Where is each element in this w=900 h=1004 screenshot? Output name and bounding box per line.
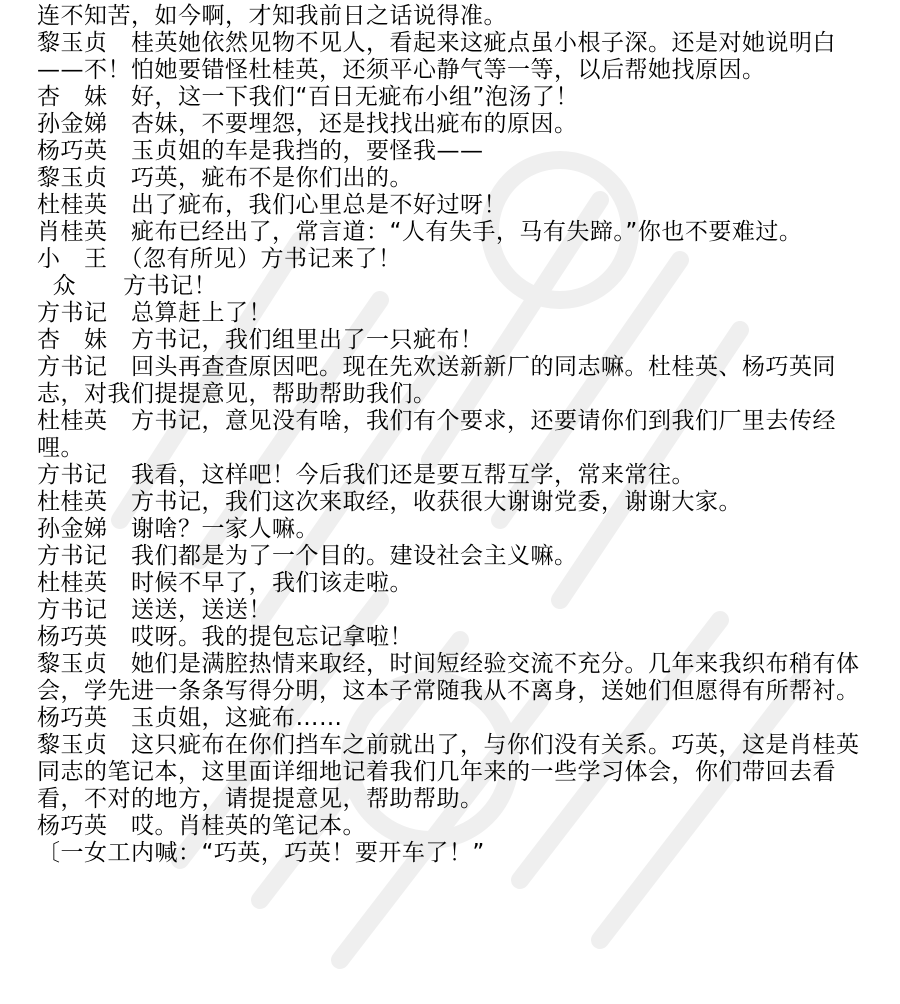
script-line: 连不知苦，如今啊，才知我前日之话说得准。 (37, 3, 507, 29)
script-line: 〔一女工内喊：“巧英，巧英！要开车了！” (37, 840, 485, 866)
script-line: 杨巧英 玉贞姐的车是我挡的，要怪我—— (37, 138, 484, 164)
script-line: 黎玉贞 她们是满腔热情来取经，时间短经验交流不充分。几年来我织布稍有体会，学先进一条条写得分明，这本子常随我从不离身，送她们但愿得有所帮衬。 (37, 651, 860, 704)
script-line: 杨巧英 哎。肖桂英的笔记本。 (37, 813, 366, 839)
script-line: 杨巧英 哎呀。我的提包忘记拿啦！ (37, 624, 413, 650)
script-line: 方书记 我们都是为了一个目的。建设社会主义嘛。 (37, 543, 578, 569)
script-line: 黎玉贞 这只疵布在你们挡车之前就出了，与你们没有关系。巧英，这是肖桂英同志的笔记本，这里面详细地记着我们几年来的一些学习体会，你们带回去看看，不对的地方，请提提意见，帮助帮助。 (37, 732, 860, 812)
script-line: 方书记 送送，送送！ (37, 597, 272, 623)
script-line: 肖桂英 疵布已经出了，常言道：“人有失手，马有失蹄。”你也不要难过。 (37, 219, 803, 245)
script-line: 黎玉贞 桂英她依然见物不见人，看起来这疵点虽小根子深。还是对她说明白——不！怕她要错怪杜桂英，还须平心静气等一等，以后帮她找原因。 (37, 30, 836, 83)
script-line: 孙金娣 谢啥？一家人嘛。 (37, 516, 319, 542)
script-line: 方书记 我看，这样吧！今后我们还是要互帮互学，常来常往。 (37, 462, 695, 488)
script-line: 方书记 回头再查查原因吧。现在先欢送新新厂的同志嘛。杜桂英、杨巧英同志，对我们提提意见，帮助帮助我们。 (37, 354, 836, 407)
script-line: 杏 妹 方书记，我们组里出了一只疵布！ (37, 327, 484, 353)
script-line: 孙金娣 杏妹，不要埋怨，还是找找出疵布的原因。 (37, 111, 578, 137)
script-line: 众 方书记！ (37, 273, 218, 299)
script-line: 杏 妹 好，这一下我们“百日无疵布小组”泡汤了！ (37, 84, 579, 110)
script-line: 方书记 总算赶上了！ (37, 300, 272, 326)
script-line: 杜桂英 出了疵布，我们心里总是不好过呀！ (37, 192, 507, 218)
script-line: 杨巧英 玉贞姐，这疵布…… (37, 705, 343, 731)
script-text (37, 3, 877, 867)
script-line: 小 王 （忽有所见）方书记来了！ (37, 246, 402, 272)
script-line: 杜桂英 方书记，我们这次来取经，收获很大谢谢党委，谢谢大家。 (37, 489, 742, 515)
script-line: 杜桂英 方书记，意见没有啥，我们有个要求，还要请你们到我们厂里去传经哩。 (37, 408, 836, 461)
script-line: 杜桂英 时候不早了，我们该走啦。 (37, 570, 413, 596)
script-line: 黎玉贞 巧英，疵布不是你们出的。 (37, 165, 413, 191)
